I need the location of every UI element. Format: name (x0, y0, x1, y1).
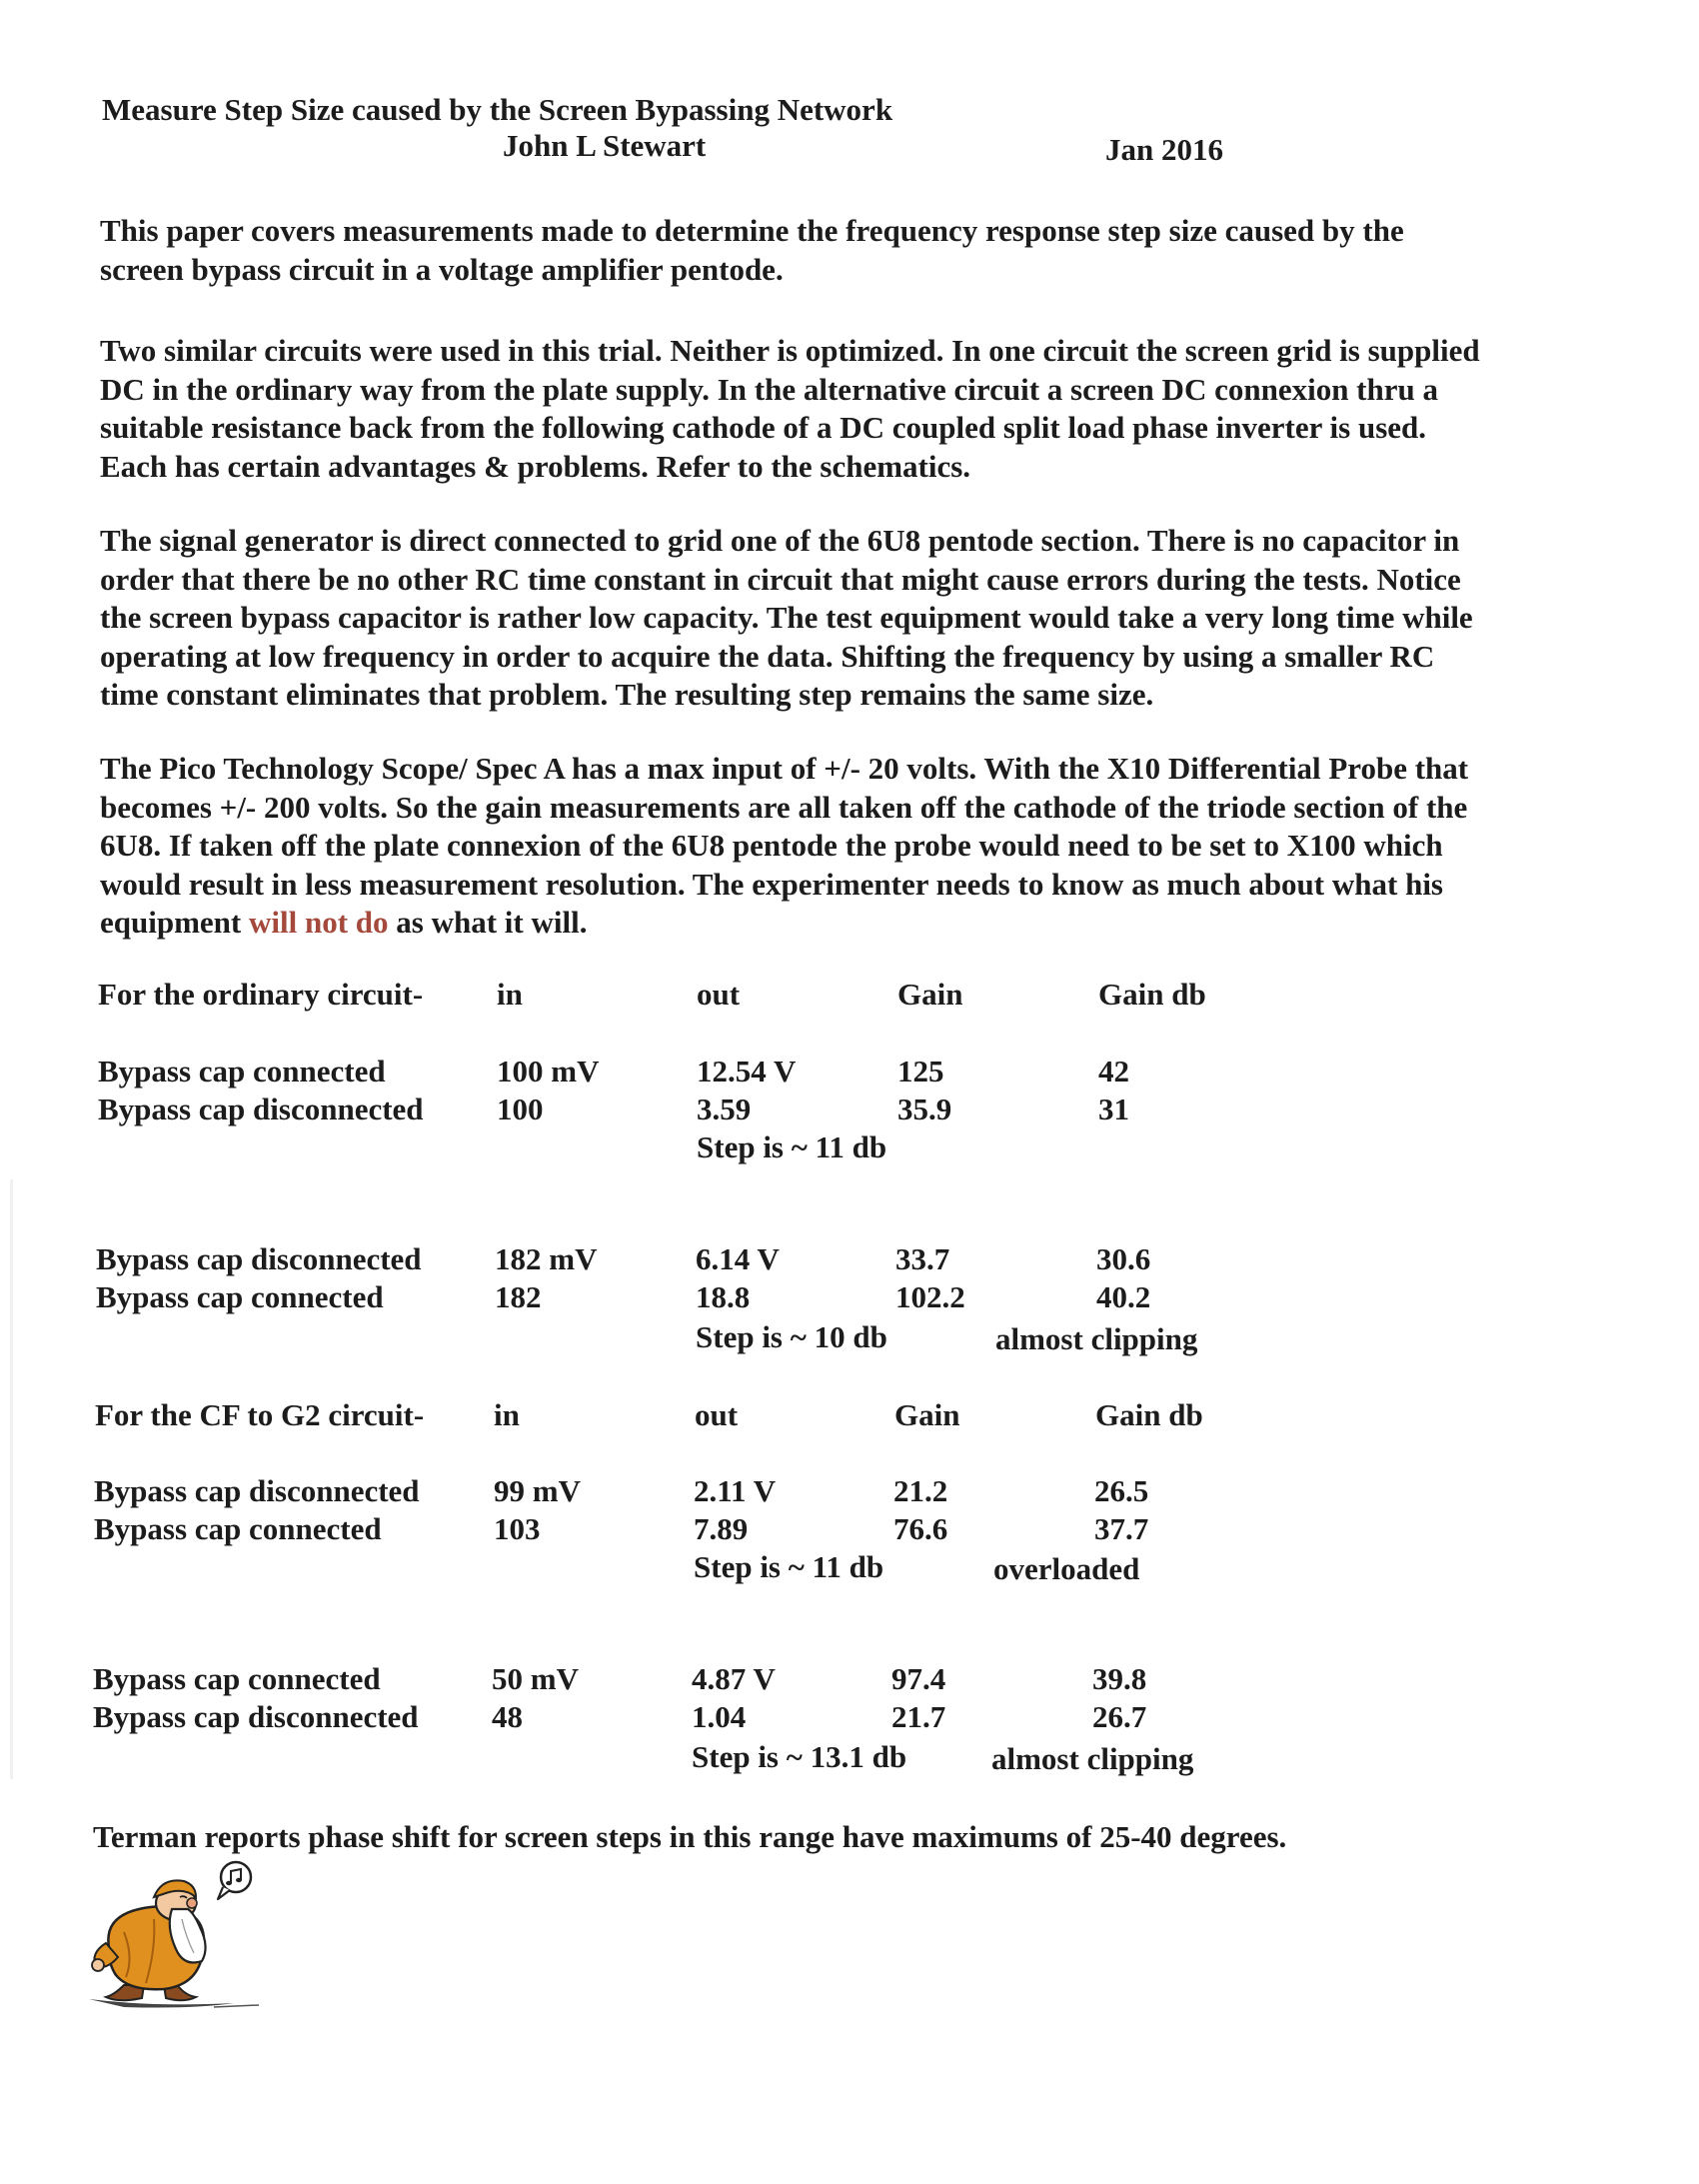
step-note: overloaded (993, 1551, 1140, 1586)
paragraph-line: This paper covers measurements made to determine the frequency response step size caused by the (100, 213, 1404, 248)
cell-gain: 76.6 (893, 1511, 948, 1546)
cell-in: 100 mV (497, 1054, 600, 1089)
cell-out: 18.8 (696, 1279, 751, 1314)
paragraph-line: the screen bypass capacitor is rather low capacity. The test equipment would take a very long time while (100, 600, 1473, 635)
step-size: Step is ~ 13.1 db (692, 1739, 907, 1774)
cell-gain-db: 42 (1098, 1054, 1129, 1089)
cell-out: 3.59 (697, 1092, 752, 1126)
paragraph-line: The Pico Technology Scope/ Spec A has a max input of +/- 20 volts. With the X10 Differential Probe that (100, 751, 1469, 786)
document-author: John L Stewart (503, 128, 707, 163)
walking-old-man-cartoon-icon (84, 1857, 314, 2032)
cell-out: 1.04 (692, 1699, 747, 1734)
paragraph-line (100, 904, 1619, 943)
highlighted-phrase: will not do (249, 905, 389, 940)
music-note-icon (218, 1862, 251, 1899)
cell-gain: 35.9 (897, 1092, 952, 1126)
paragraph-line: 6U8. If taken off the plate connexion of the 6U8 pentode the probe would need to be set to X100 which (100, 828, 1443, 863)
cell-condition: Bypass cap disconnected (94, 1473, 420, 1508)
cell-out: 4.87 V (692, 1661, 776, 1696)
paragraph-line: operating at low frequency in order to acquire the data. Shifting the frequency by using a smaller RC (100, 638, 1435, 674)
cell-gain-db: 37.7 (1094, 1511, 1149, 1546)
cell-condition: Bypass cap connected (96, 1279, 384, 1314)
paragraph-line: would result in less measurement resolution. The experimenter needs to know as much about what his (100, 866, 1443, 902)
cell-condition: Bypass cap disconnected (98, 1092, 424, 1126)
cell-out: 7.89 (694, 1511, 749, 1546)
cell-gain-db: 40.2 (1096, 1279, 1151, 1314)
line-text: equipment (100, 905, 249, 940)
paragraph-line: screen bypass circuit in a voltage amplifier pentode. (100, 251, 784, 287)
step-size: Step is ~ 11 db (694, 1549, 884, 1584)
column-header-in: in (497, 977, 523, 1012)
paragraph-signal-generator (100, 522, 1619, 715)
cell-gain: 125 (897, 1054, 944, 1089)
paragraph-pico-scope (100, 750, 1619, 943)
paragraph-line: order that there be no other RC time constant in circuit that might cause errors during the tests. Notice (100, 561, 1461, 597)
table-header-label: For the ordinary circuit- (98, 977, 424, 1012)
column-header-gain-db: Gain db (1095, 1397, 1203, 1432)
cell-condition: Bypass cap connected (98, 1054, 386, 1089)
cell-gain: 21.2 (893, 1473, 948, 1508)
scan-edge-mark (10, 1179, 13, 1779)
paragraph-line: becomes +/- 200 volts. So the gain measurements are all taken off the cathode of the triode section of the (100, 789, 1468, 825)
cell-gain: 21.7 (891, 1699, 946, 1734)
paragraph-line: suitable resistance back from the following cathode of a DC coupled split load phase inverter is used. (100, 410, 1427, 445)
cell-out: 6.14 V (696, 1241, 780, 1276)
cell-condition: Bypass cap disconnected (93, 1699, 419, 1734)
cell-gain: 33.7 (895, 1241, 950, 1276)
cell-in: 100 (497, 1092, 544, 1126)
column-header-in: in (494, 1397, 520, 1432)
table-header-label: For the CF to G2 circuit- (95, 1397, 425, 1432)
cell-out: 12.54 V (697, 1054, 797, 1089)
column-header-out: out (695, 1397, 739, 1432)
cell-in: 182 mV (495, 1241, 598, 1276)
cell-out: 2.11 V (694, 1473, 777, 1508)
cell-in: 182 (495, 1279, 542, 1314)
cell-gain-db: 26.7 (1092, 1699, 1147, 1734)
cell-gain-db: 30.6 (1096, 1241, 1151, 1276)
paragraph-circuits (100, 332, 1619, 486)
cell-in: 103 (494, 1511, 541, 1546)
step-note: almost clipping (995, 1321, 1198, 1356)
paragraph-line: time constant eliminates that problem. The resulting step remains the same size. (100, 677, 1154, 712)
cell-gain: 102.2 (895, 1279, 965, 1314)
cell-condition: Bypass cap connected (93, 1661, 381, 1696)
cell-gain-db: 26.5 (1094, 1473, 1149, 1508)
cell-in: 50 mV (492, 1661, 579, 1696)
column-header-gain: Gain (894, 1397, 960, 1432)
closing-note: Terman reports phase shift for screen steps in this range have maximums of 25-40 degrees. (93, 1819, 1287, 1854)
cell-in: 99 mV (494, 1473, 581, 1508)
column-header-gain: Gain (897, 977, 963, 1012)
line-text: as what it will. (388, 905, 588, 940)
cell-gain-db: 39.8 (1092, 1661, 1147, 1696)
step-size: Step is ~ 10 db (696, 1319, 887, 1354)
cell-condition: Bypass cap disconnected (96, 1241, 422, 1276)
step-size: Step is ~ 11 db (697, 1129, 887, 1164)
document-title: Measure Step Size caused by the Screen Bypassing Network (102, 92, 893, 127)
cell-condition: Bypass cap connected (94, 1511, 382, 1546)
paragraph-line: Two similar circuits were used in this trial. Neither is optimized. In one circuit the screen grid is supplied (100, 333, 1480, 368)
document-date: Jan 2016 (1105, 132, 1223, 167)
column-header-out: out (697, 977, 741, 1012)
cell-in: 48 (492, 1699, 523, 1734)
cell-gain-db: 31 (1098, 1092, 1129, 1126)
paragraph-intro (100, 212, 1619, 289)
column-header-gain-db: Gain db (1098, 977, 1206, 1012)
paragraph-line: DC in the ordinary way from the plate supply. In the alternative circuit a screen DC connexion thru a (100, 371, 1438, 407)
paragraph-line: Each has certain advantages & problems. Refer to the schematics. (100, 448, 971, 484)
paragraph-line: The signal generator is direct connected to grid one of the 6U8 pentode section. There is no capacitor in (100, 523, 1460, 558)
step-note: almost clipping (991, 1741, 1194, 1776)
cell-gain: 97.4 (891, 1661, 946, 1696)
